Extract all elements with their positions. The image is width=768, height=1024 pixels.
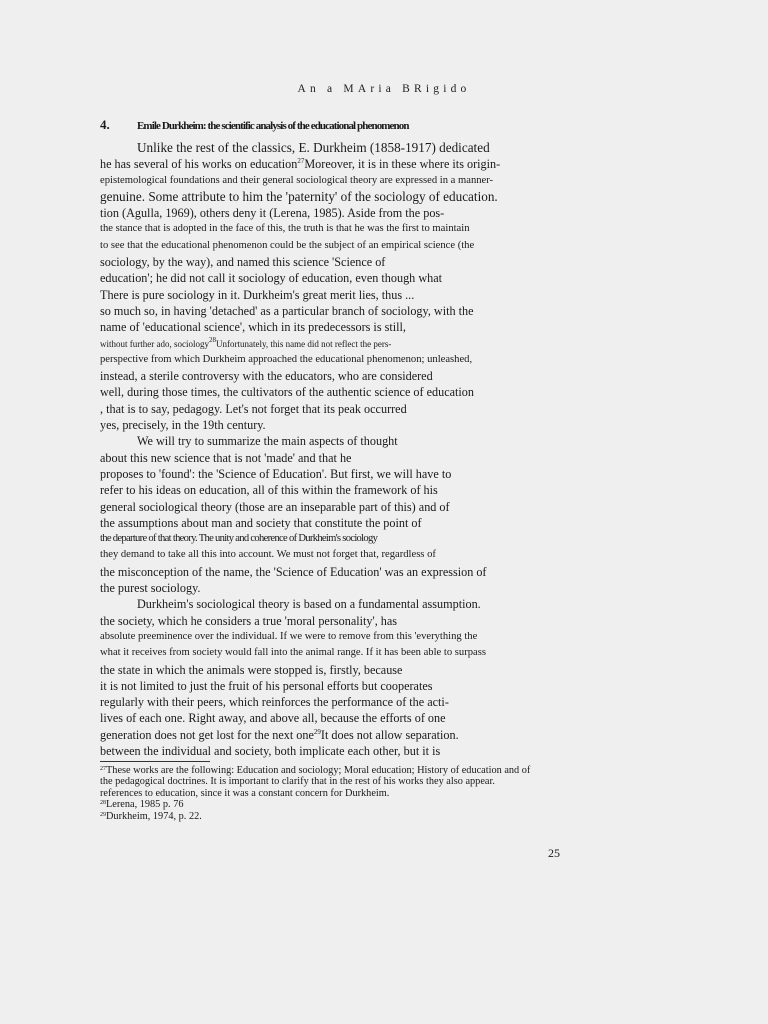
page-number: 25 bbox=[548, 846, 560, 860]
body-line: the stance that is adopted in the face of this, the truth is that he was the first to maintain bbox=[100, 223, 470, 235]
footnote-mark: 29 bbox=[100, 811, 106, 818]
body-line: proposes to 'found': the 'Science of Education'. But first, we will have to bbox=[100, 466, 452, 481]
body-line: general sociological theory (those are an inseparable part of this) and of bbox=[100, 499, 450, 514]
body-line: lives of each one. Right away, and above all, because the efforts of one bbox=[100, 711, 446, 726]
body-line: the misconception of the name, the 'Science of Education' was an expression of bbox=[100, 564, 487, 579]
body-line: tion (Agulla, 1969), others deny it (Lerena, 1985). Aside from the pos- bbox=[100, 206, 445, 221]
body-line: Unlike the rest of the classics, E. Durkheim (1858-1917) dedicated bbox=[137, 140, 490, 155]
body-line bbox=[100, 727, 530, 743]
body-line: to see that the educational phenomenon could be the subject of an empirical science (the bbox=[100, 239, 475, 251]
body-line-text: Unfortunately, this name did not reflect the pers- bbox=[215, 338, 392, 349]
footnote-text: Durkheim, 1974, p. 22. bbox=[106, 810, 202, 822]
body-line: instead, a sterile controversy with the educators, who are considered bbox=[100, 369, 433, 384]
body-line: absolute preeminence over the individual. If we were to remove from this 'everything the bbox=[100, 630, 478, 642]
footnote-continuation: the pedagogical doctrines. It is important to clarify that in the rest of his works they also appear. bbox=[100, 776, 495, 788]
body-line: epistemological foundations and their general sociological theory are expressed in a manner- bbox=[100, 174, 494, 186]
footnote-mark: 27 bbox=[100, 766, 106, 772]
body-line: refer to his ideas on education, all of this within the framework of his bbox=[100, 483, 438, 498]
body-line: what it receives from society would fall into the animal range. If it has been able to surpass bbox=[100, 647, 486, 659]
footnote-ref: 28 bbox=[208, 335, 216, 344]
body-line: the purest sociology. bbox=[100, 581, 201, 596]
body-line: the society, which he considers a true 'moral personality', has bbox=[100, 613, 398, 628]
footnote-continuation: references to education, since it was a constant concern for Durkheim. bbox=[100, 787, 390, 799]
footnote bbox=[100, 799, 590, 810]
body-line-text: he has several of his works on education bbox=[100, 157, 298, 172]
body-line: regularly with their peers, which reinforces the performance of the acti- bbox=[100, 695, 449, 710]
body-line: so much so, in having 'detached' as a particular branch of sociology, with the bbox=[100, 303, 474, 318]
footnote-text: These works are the following: Education and sociology; Moral education; History of education and of bbox=[106, 765, 531, 776]
body-line: sociology, by the way), and named this science 'Science of bbox=[100, 255, 386, 270]
body-line: it is not limited to just the fruit of his personal efforts but cooperates bbox=[100, 678, 433, 693]
body-line: We will try to summarize the main aspects of thought bbox=[137, 434, 398, 449]
body-line: Durkheim's sociological theory is based on a fundamental assumption. bbox=[137, 597, 481, 612]
body-line: the departure of that theory. The unity and coherence of Durkheim's sociology bbox=[100, 533, 378, 545]
body-line: education'; he did not call it sociology of education, even though what bbox=[100, 271, 443, 286]
body-line: , that is to say, pedagogy. Let's not forget that its peak occurred bbox=[100, 401, 407, 416]
footnote-mark: 28 bbox=[100, 800, 106, 807]
body-line: name of 'educational science', which in its predecessors is still, bbox=[100, 320, 406, 335]
footnote-text: Lerena, 1985 p. 76 bbox=[106, 799, 184, 811]
footnote bbox=[100, 765, 590, 776]
body-line-text: generation does not get lost for the next one bbox=[100, 727, 314, 742]
body-line bbox=[100, 336, 530, 352]
body-line: yes, precisely, in the 19th century. bbox=[100, 418, 266, 433]
body-line: they demand to take all this into account. We must not forget that, regardless of bbox=[100, 549, 436, 561]
body-text bbox=[100, 140, 530, 759]
body-line: perspective from which Durkheim approached the educational phenomenon; unleashed, bbox=[100, 353, 473, 365]
body-line-text: Moreover, it is in these where its origin- bbox=[304, 157, 501, 172]
section-number: 4. bbox=[100, 117, 110, 132]
body-line: between the individual and society, both implicate each other, but it is bbox=[100, 743, 441, 758]
footnote-ref: 29 bbox=[313, 727, 321, 736]
body-line: genuine. Some attribute to him the 'paternity' of the sociology of education. bbox=[100, 188, 498, 204]
footnote bbox=[100, 811, 590, 822]
section-heading bbox=[100, 117, 409, 133]
body-line: well, during those times, the cultivators of the authentic science of education bbox=[100, 385, 474, 400]
body-line-text: without further ado, sociology bbox=[100, 338, 209, 349]
body-line: the state in which the animals were stopped is, firstly, because bbox=[100, 662, 403, 677]
body-line: the assumptions about man and society that constitute the point of bbox=[100, 515, 422, 530]
footnotes bbox=[100, 765, 590, 822]
body-line: There is pure sociology in it. Durkheim's great merit lies, thus ... bbox=[100, 287, 415, 302]
footnote-ref: 27 bbox=[297, 157, 305, 166]
body-line: about this new science that is not 'made' and that he bbox=[100, 450, 352, 465]
body-line bbox=[100, 156, 530, 172]
running-header: An a MAria BRigido bbox=[297, 83, 471, 95]
section-title: Emile Durkheim: the scientific analysis of the educational phenomenon bbox=[137, 120, 409, 132]
body-line-text: It does not allow separation. bbox=[320, 727, 459, 742]
footnote-rule bbox=[100, 761, 210, 762]
